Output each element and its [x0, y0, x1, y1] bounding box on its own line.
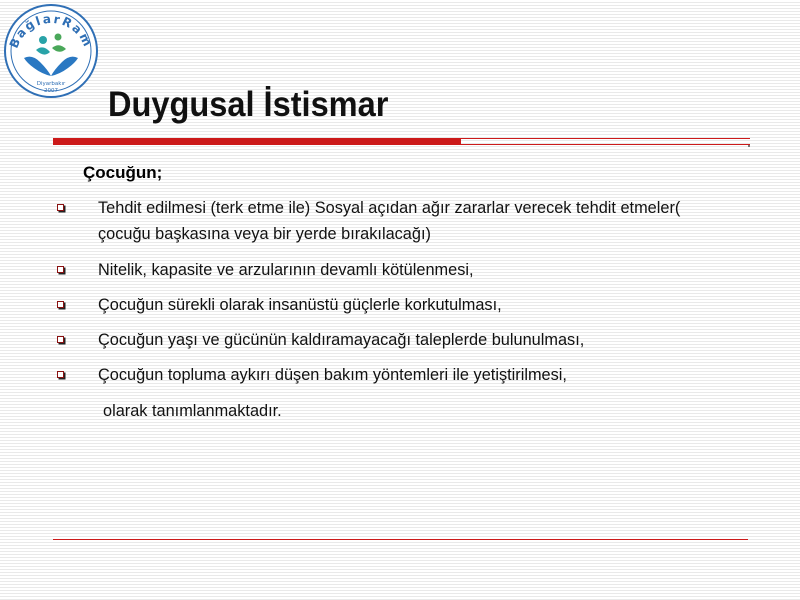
slide-title: Duygusal İstismar	[108, 85, 389, 124]
bullet-text: Çocuğun yaşı ve gücünün kaldıramayacağı taleplerde bulunulması,	[98, 330, 585, 349]
bullet-text: Çocuğun topluma aykırı düşen bakım yöntemleri ile yetiştirilmesi,	[98, 365, 567, 384]
square-bullet-icon	[57, 371, 64, 378]
logo-arc-text: BağlarRam	[6, 11, 96, 51]
logo-graphic	[2, 2, 100, 100]
square-bullet-icon	[57, 204, 64, 211]
title-rule-line	[53, 138, 750, 139]
title-rule-line-lower	[461, 144, 750, 145]
square-bullet-icon	[57, 266, 64, 273]
bullet-item	[56, 362, 736, 388]
bullet-text: Nitelik, kapasite ve arzularının devamlı kötülenmesi,	[98, 260, 474, 279]
logo-city-text: Diyarbakır	[36, 81, 66, 87]
title-rule-end-mark	[748, 145, 750, 147]
footer-rule	[53, 539, 748, 540]
baglar-ram-logo-icon	[2, 2, 100, 100]
logo-year-text: 2007	[44, 88, 58, 94]
bullet-text: Tehdit edilmesi (terk etme ile) Sosyal açıdan ağır zararlar verecek tehdit etmeler( çocuğu başkasına veya bir yerde bırakılacağı)	[98, 198, 681, 243]
bullet-item	[56, 292, 736, 318]
bullet-item	[56, 257, 736, 283]
bullet-item	[56, 327, 736, 353]
outro-text: olarak tanımlanmaktadır.	[103, 401, 282, 420]
intro-text: Çocuğun;	[83, 163, 163, 182]
square-bullet-icon	[57, 336, 64, 343]
title-rule-accent	[53, 138, 461, 145]
bullet-text: Çocuğun sürekli olarak insanüstü güçlerle korkutulması,	[98, 295, 502, 314]
bullet-item	[56, 195, 736, 247]
square-bullet-icon	[57, 301, 64, 308]
